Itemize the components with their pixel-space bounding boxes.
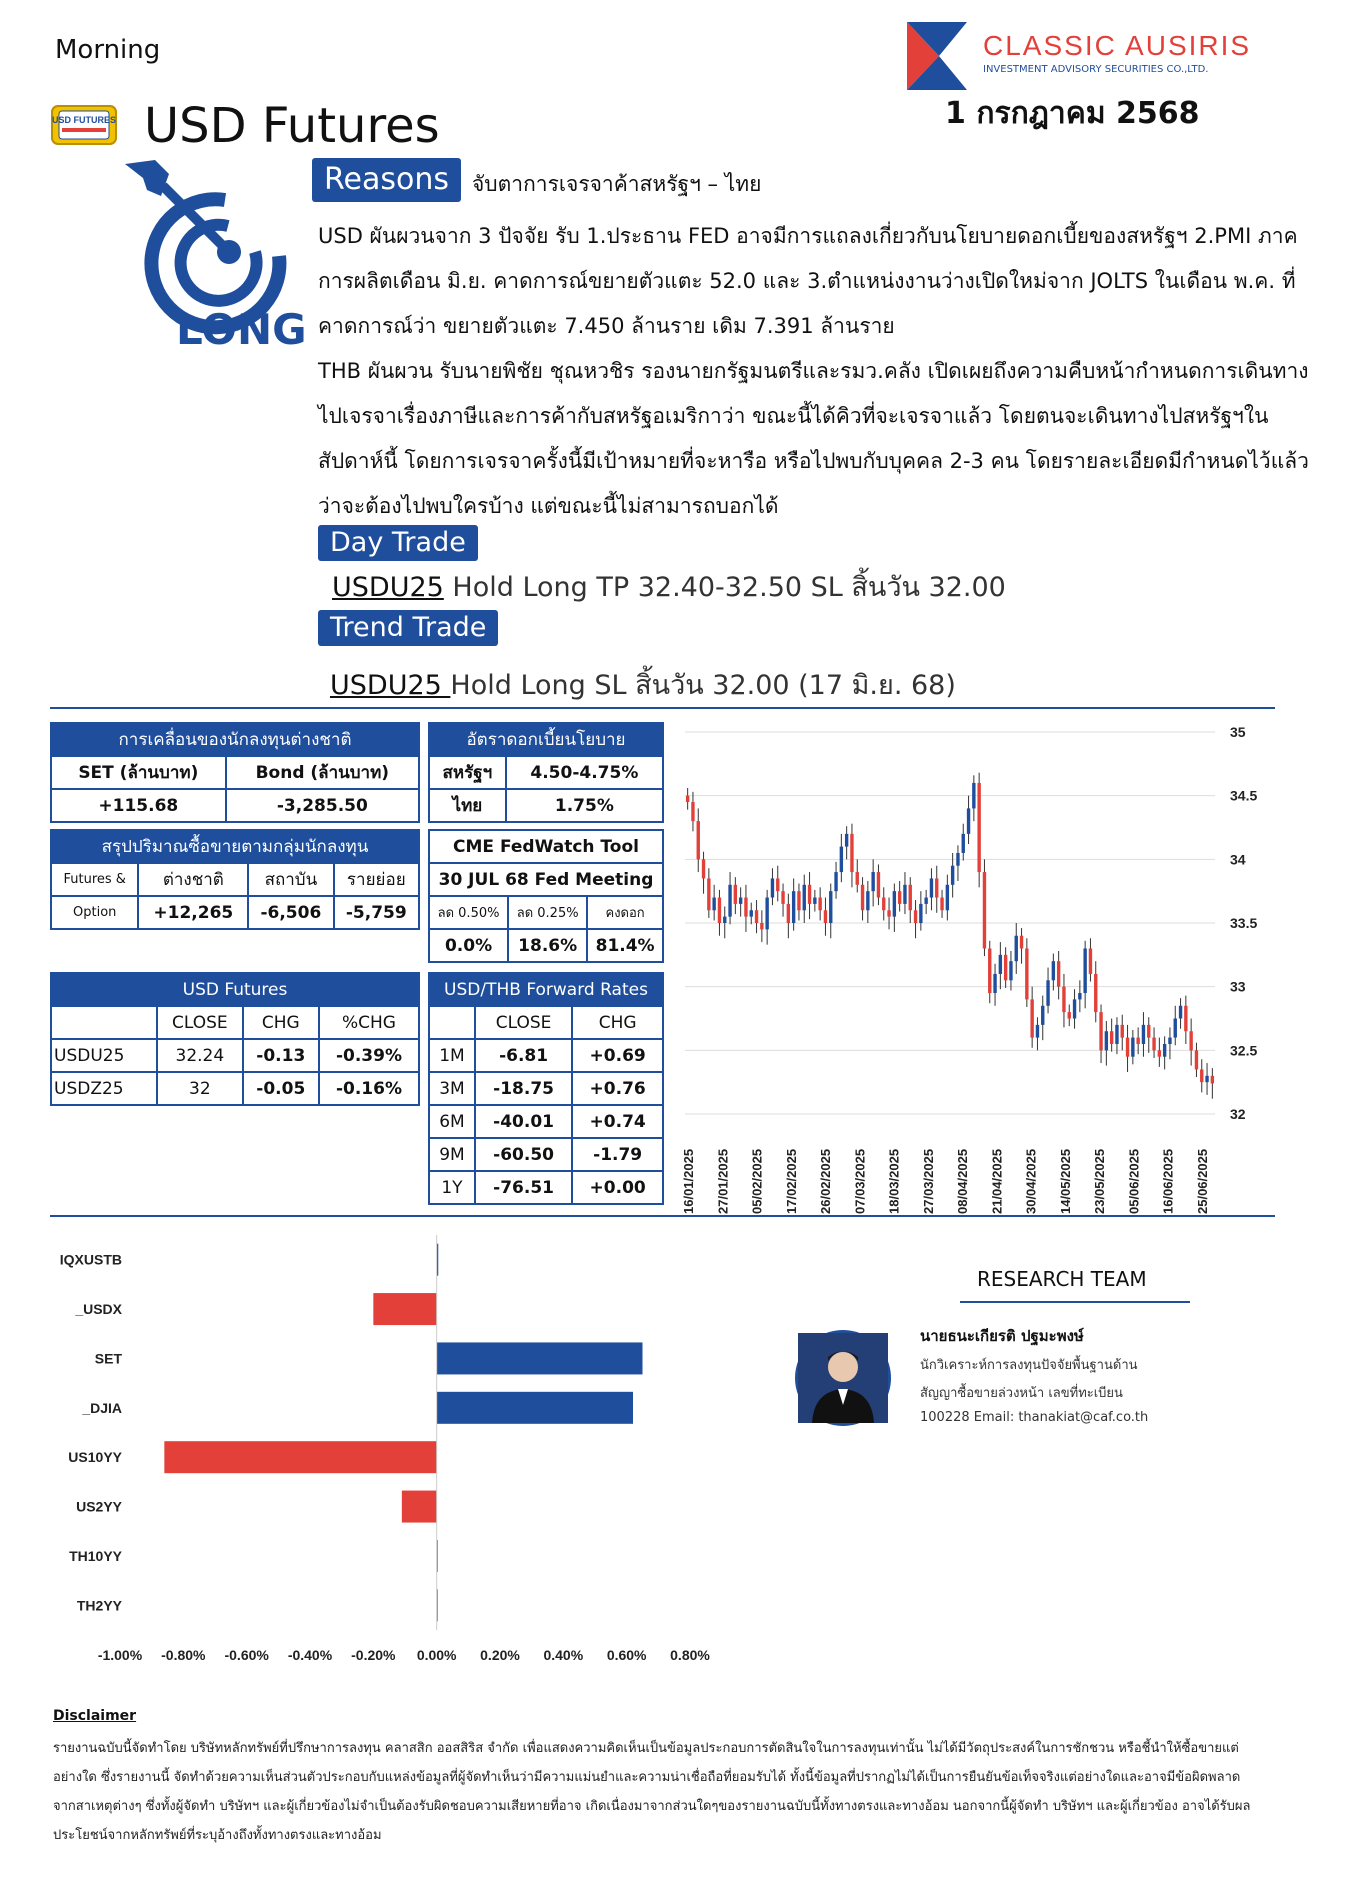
usd-futures-pct: -0.16% bbox=[319, 1072, 419, 1105]
forward-rates-chg: +0.76 bbox=[572, 1072, 663, 1105]
candle-body bbox=[999, 955, 1002, 974]
y-tick-label: 34 bbox=[1230, 851, 1246, 868]
usd-futures-pct: -0.39% bbox=[319, 1039, 419, 1072]
analyst-license: สัญญาซื้อขายล่วงหน้า เลขที่ทะเบียน bbox=[920, 1386, 1123, 1401]
fedwatch-value: 0.0% bbox=[429, 929, 508, 962]
x-tick-label: 07/03/2025 bbox=[852, 1148, 868, 1214]
candle-body bbox=[707, 878, 710, 910]
analyst-email: 100228 Email: thanakiat@caf.co.th bbox=[920, 1410, 1149, 1425]
day-trade-line bbox=[332, 565, 1006, 608]
candle-body bbox=[1163, 1044, 1166, 1057]
candle-body bbox=[1110, 1031, 1113, 1044]
fedwatch-subtitle: 30 JUL 68 Fed Meeting bbox=[429, 863, 663, 896]
section-divider bbox=[50, 1215, 1275, 1217]
usd-futures-close: 32.24 bbox=[157, 1039, 243, 1072]
candle-body bbox=[956, 853, 959, 866]
candle-body bbox=[1184, 1006, 1187, 1031]
candle-body bbox=[808, 885, 811, 904]
candle-body bbox=[1147, 1025, 1150, 1038]
candle-body bbox=[903, 885, 906, 904]
fedwatch-header: ลด 0.50% bbox=[429, 896, 508, 929]
candle-body bbox=[712, 898, 715, 911]
x-tick-label: 0.20% bbox=[480, 1647, 520, 1663]
bar-us10yy bbox=[164, 1441, 436, 1473]
candle-body bbox=[1105, 1031, 1108, 1050]
day-trade-text: Hold Long TP 32.40-32.50 SL สิ้นวัน 32.00 bbox=[443, 572, 1006, 603]
trend-trade-text: Hold Long SL สิ้นวัน 32.00 (17 มิ.ย. 68) bbox=[450, 670, 956, 701]
candle-body bbox=[776, 878, 779, 891]
candle-body bbox=[787, 904, 790, 923]
x-tick-label: -1.00% bbox=[97, 1647, 143, 1663]
logo-name: CLASSIC AUSIRIS bbox=[983, 30, 1252, 61]
candle-body bbox=[951, 866, 954, 885]
candle-body bbox=[1126, 1038, 1129, 1057]
candle-body bbox=[1057, 961, 1060, 986]
candle-body bbox=[1179, 1006, 1182, 1019]
reasons-paragraph-thb: THB ผันผวน รับนายพิชัย ชุณหวชิร รองนายกรัฐมนตรีและรมว.คลัง เปิดเผยถึงความคืบหน้ากำหนดการเดินทางไปเจรจาเรื่องภาษีและการค้ากับสหรัฐอเมริกาว่า ขณะนี้ได้คิวที่จะเจรจาแล้ว โดยตนจะเดินทางไปสหรัฐฯในสัปดาห์นี้ โดยการเจรจาครั้งนี้มีเป้าหมายที่จะหารือ หรือไปพบกับบุคคล 2-3 คน โดยรายละเอียดมีกำหนดไว้แล้วว่าจะต้องไปพบใครบ้าง แต่ขณะนี้ไม่สามารถบอกได้ bbox=[318, 359, 1309, 518]
candle-body bbox=[1131, 1038, 1134, 1057]
investor-group-row-label: Futures & bbox=[51, 863, 138, 896]
x-tick-label: -0.80% bbox=[161, 1647, 206, 1663]
logo-mark-icon bbox=[905, 20, 975, 92]
x-tick-label: 21/04/2025 bbox=[989, 1148, 1005, 1214]
usd-futures-symbol: USDZ25 bbox=[51, 1072, 157, 1105]
candle-body bbox=[840, 847, 843, 872]
policy-rate-title: อัตราดอกเบี้ยนโยบาย bbox=[429, 723, 663, 756]
page-title: USD Futures bbox=[144, 98, 440, 154]
candle-body bbox=[930, 878, 933, 897]
x-tick-label: 16/01/2025 bbox=[681, 1148, 696, 1214]
x-tick-label: 25/06/2025 bbox=[1195, 1148, 1210, 1214]
x-tick-label: 30/04/2025 bbox=[1023, 1148, 1039, 1214]
candle-body bbox=[1205, 1076, 1208, 1082]
candle-body bbox=[1073, 999, 1076, 1018]
candle-body bbox=[1094, 974, 1097, 1012]
report-date: 1 กรกฎาคม 2568 bbox=[945, 96, 1200, 131]
candle-body bbox=[1083, 948, 1086, 993]
x-tick-label: 26/02/2025 bbox=[818, 1148, 834, 1214]
foreign-flow-value: -3,285.50 bbox=[226, 789, 419, 822]
policy-rate-country: สหรัฐฯ bbox=[429, 756, 506, 789]
candle-body bbox=[1004, 955, 1007, 980]
forward-rates-header-blank bbox=[429, 1006, 475, 1039]
candle-body bbox=[919, 904, 922, 923]
candle-body bbox=[940, 898, 943, 911]
candle-body bbox=[845, 834, 848, 847]
fedwatch-header: ลด 0.25% bbox=[508, 896, 587, 929]
policy-rate-table bbox=[428, 722, 664, 823]
candle-body bbox=[967, 808, 970, 833]
foreign-flow-header: Bond (ล้านบาท) bbox=[226, 756, 419, 789]
category-label: US10YY bbox=[68, 1449, 122, 1466]
candle-body bbox=[702, 859, 705, 878]
forward-rates-close: -6.81 bbox=[475, 1039, 572, 1072]
policy-rate-value: 4.50-4.75% bbox=[506, 756, 663, 789]
investor-group-header: สถาบัน bbox=[248, 863, 333, 896]
candle-body bbox=[781, 891, 784, 904]
candle-body bbox=[1158, 1050, 1161, 1056]
trend-trade-line bbox=[330, 663, 956, 706]
research-team-title: RESEARCH TEAM bbox=[977, 1267, 1147, 1291]
candle-body bbox=[893, 891, 896, 916]
forward-rates-header: CHG bbox=[572, 1006, 663, 1039]
candle-body bbox=[818, 898, 821, 911]
candle-body bbox=[882, 898, 885, 911]
usd-futures-chg: -0.13 bbox=[243, 1039, 319, 1072]
x-tick-label: -0.60% bbox=[224, 1647, 269, 1663]
candle-body bbox=[1009, 961, 1012, 980]
candle-body bbox=[718, 898, 721, 923]
forward-rates-title: USD/THB Forward Rates bbox=[429, 973, 663, 1006]
candle-body bbox=[697, 821, 700, 859]
target-arrow-icon bbox=[125, 160, 310, 300]
candle-body bbox=[898, 891, 901, 904]
x-tick-label: 0.60% bbox=[606, 1647, 647, 1663]
candle-body bbox=[1025, 948, 1028, 999]
reasons-subtitle: จับตาการเจรจาค้าสหรัฐฯ – ไทย bbox=[472, 172, 762, 196]
y-tick-label: 32.5 bbox=[1230, 1042, 1258, 1059]
category-label: SET bbox=[94, 1350, 122, 1367]
usd-futures-header-blank bbox=[51, 1006, 157, 1039]
candle-body bbox=[1078, 993, 1081, 999]
candle-body bbox=[765, 898, 768, 930]
y-tick-label: 35 bbox=[1230, 724, 1246, 740]
candle-body bbox=[792, 891, 795, 923]
y-tick-label: 32 bbox=[1230, 1106, 1246, 1122]
usd-futures-close: 32 bbox=[157, 1072, 243, 1105]
company-logo bbox=[905, 20, 1252, 92]
person-icon bbox=[798, 1333, 888, 1423]
candle-body bbox=[723, 917, 726, 923]
candle-body bbox=[1115, 1025, 1118, 1044]
forward-rates-tenor: 9M bbox=[429, 1138, 475, 1171]
section-divider bbox=[50, 707, 1275, 709]
bar-set bbox=[437, 1342, 643, 1374]
logo-subtitle: INVESTMENT ADVISORY SECURITIES CO.,LTD. bbox=[983, 64, 1209, 75]
candle-body bbox=[1142, 1025, 1145, 1044]
usd-futures-badge-icon bbox=[50, 102, 118, 148]
candle-body bbox=[824, 910, 827, 923]
x-tick-label: 16/06/2025 bbox=[1160, 1148, 1176, 1214]
policy-rate-value: 1.75% bbox=[506, 789, 663, 822]
fedwatch-value: 18.6% bbox=[508, 929, 587, 962]
x-tick-label: 17/02/2025 bbox=[783, 1148, 799, 1214]
candle-body bbox=[1089, 948, 1092, 973]
trend-trade-tag: Trend Trade bbox=[318, 610, 498, 646]
forward-rates-chg: -1.79 bbox=[572, 1138, 663, 1171]
candle-body bbox=[887, 910, 890, 916]
research-team-underline bbox=[960, 1301, 1190, 1303]
forward-rates-close: -18.75 bbox=[475, 1072, 572, 1105]
y-tick-label: 33.5 bbox=[1230, 915, 1258, 931]
candle-body bbox=[988, 948, 991, 993]
investor-group-title: สรุปปริมาณซื้อขายตามกลุ่มนักลงทุน bbox=[51, 830, 419, 863]
candle-body bbox=[1168, 1038, 1171, 1044]
fedwatch-header: คงดอก bbox=[587, 896, 663, 929]
candle-body bbox=[866, 891, 869, 910]
usd-futures-header: CLOSE bbox=[157, 1006, 243, 1039]
investor-group-value: -5,759 bbox=[334, 896, 419, 929]
x-tick-label: 18/03/2025 bbox=[886, 1148, 902, 1214]
fedwatch-value: 81.4% bbox=[587, 929, 663, 962]
candle-body bbox=[734, 885, 737, 904]
candle-body bbox=[1121, 1025, 1124, 1038]
candle-body bbox=[1015, 936, 1018, 961]
candle-body bbox=[744, 898, 747, 917]
candle-body bbox=[909, 885, 912, 910]
candle-body bbox=[1152, 1038, 1155, 1051]
candle-body bbox=[1189, 1031, 1192, 1050]
signal-label: LONG bbox=[176, 305, 307, 354]
disclaimer-title: Disclaimer bbox=[53, 1708, 137, 1724]
analyst-title: นักวิเคราะห์การลงทุนปัจจัยพื้นฐานด้าน bbox=[920, 1358, 1138, 1373]
market-change-bar-chart bbox=[50, 1235, 770, 1695]
candle-body bbox=[760, 923, 763, 929]
x-tick-label: 08/04/2025 bbox=[955, 1148, 971, 1214]
policy-rate-country: ไทย bbox=[429, 789, 506, 822]
candlestick-svg bbox=[681, 722, 1285, 1222]
candle-body bbox=[1030, 999, 1033, 1037]
candle-body bbox=[1052, 961, 1055, 980]
investor-group-table bbox=[50, 829, 420, 930]
x-tick-label: 0.40% bbox=[543, 1647, 584, 1663]
category-label: _USDX bbox=[75, 1301, 122, 1318]
x-tick-label: 0.00% bbox=[416, 1647, 457, 1663]
forward-rates-close: -40.01 bbox=[475, 1105, 572, 1138]
x-tick-label: 0.80% bbox=[670, 1647, 710, 1663]
usd-futures-table-title: USD Futures bbox=[51, 973, 419, 1006]
forward-rates-close: -60.50 bbox=[475, 1138, 572, 1171]
category-label: TH10YY bbox=[69, 1547, 122, 1564]
bar-usdx bbox=[373, 1293, 436, 1325]
bar-us2yy bbox=[402, 1491, 437, 1523]
candle-body bbox=[1020, 936, 1023, 949]
candle-body bbox=[877, 872, 880, 897]
candle-body bbox=[739, 898, 742, 904]
investor-group-value: -6,506 bbox=[248, 896, 333, 929]
forward-rates-chg: +0.74 bbox=[572, 1105, 663, 1138]
candle-body bbox=[813, 898, 816, 904]
usd-futures-header: CHG bbox=[243, 1006, 319, 1039]
candle-body bbox=[914, 910, 917, 923]
reasons-paragraph-usd: USD ผันผวนจาก 3 ปัจจัย รับ 1.ประธาน FED อาจมีการแถลงเกี่ยวกับนโยบายดอกเบี้ยของสหรัฐฯ 2.PMI ภาคการผลิตเดือน มิ.ย. คาดการณ์ขยายตัวแตะ 52.0 และ 3.ตำแหน่งงานว่างเปิดใหม่จาก JOLTS ในเดือน พ.ค. ที่คาดการณ์ว่า ขยายตัวแตะ 7.450 ล้านราย เดิม 7.391 ล้านราย bbox=[318, 224, 1298, 338]
candle-body bbox=[1036, 1025, 1039, 1038]
candle-body bbox=[850, 834, 853, 872]
forward-rates-tenor: 1M bbox=[429, 1039, 475, 1072]
forward-rates-close: -76.51 bbox=[475, 1171, 572, 1204]
investor-group-value: +12,265 bbox=[138, 896, 248, 929]
reasons-body bbox=[318, 214, 1328, 529]
candle-body bbox=[946, 885, 949, 910]
candle-body bbox=[962, 834, 965, 853]
forward-rates-chg: +0.69 bbox=[572, 1039, 663, 1072]
candle-body bbox=[834, 872, 837, 891]
investor-group-row-label: Option bbox=[51, 896, 138, 929]
category-label: TH2YY bbox=[76, 1597, 122, 1614]
forward-rates-header: CLOSE bbox=[475, 1006, 572, 1039]
analyst-name: นายธนะเกียรติ ปฐมะพงษ์ bbox=[920, 1327, 1084, 1345]
bar-djia bbox=[437, 1392, 633, 1424]
foreign-flow-title: การเคลื่อนของนักลงทุนต่างชาติ bbox=[51, 723, 419, 756]
candle-body bbox=[1195, 1050, 1198, 1069]
day-trade-symbol: USDU25 bbox=[332, 572, 444, 603]
candle-body bbox=[829, 891, 832, 923]
usd-futures-symbol: USDU25 bbox=[51, 1039, 157, 1072]
investor-group-header: รายย่อย bbox=[334, 863, 419, 896]
x-tick-label: 05/02/2025 bbox=[749, 1148, 765, 1214]
bar-chart-svg bbox=[50, 1235, 770, 1695]
disclaimer-text: รายงานฉบับนี้จัดทำโดย บริษัทหลักทรัพย์ที่ปรึกษาการลงทุน คลาสสิก ออสสิริส จำกัด เพื่อแสดงความคิดเห็นเป็นข้อมูลประกอบการตัดสินใจในการลงทุนเท่านั้น ไม่ได้มีวัตถุประสงค์ในการชักชวน หรือชี้นำให้ซื้อขายแต่อย่างใด ซึ่งรายงานนี้ จัดทำด้วยความเห็นส่วนตัวประกอบกับแหล่งข้อมูลที่ผู้จัดทำเห็นว่ามีความแม่นยำและความน่าเชื่อถือที่ยอมรับได้ ทั้งนี้ข้อมูลที่ปรากฏไม่ได้เป็นการยืนยันข้อเท็จจริงแต่อย่างใดและอาจมีข้อผิดพลาดจากสาเหตุต่างๆ ซึ่งทั้งผู้จัดทำ บริษัทฯ และผู้เกี่ยวข้องไม่จำเป็นต้องรับผิดชอบความเสียหายที่อาจ เกิดเนื่องมาจากส่วนใดๆของรายงานฉบับนี้ทั้งทางตรงและทางอ้อม นอกจากนี้ผู้จัดทำ บริษัทฯ และผู้เกี่ยวข้อง อาจได้รับผลประโยชน์จากหลักทรัพย์ที่ระบุอ้างถึงทั้งทางตรงและทางอ้อม bbox=[53, 1741, 1251, 1843]
candle-body bbox=[750, 910, 753, 916]
candle-body bbox=[1041, 1006, 1044, 1025]
usd-futures-chg: -0.05 bbox=[243, 1072, 319, 1105]
candle-body bbox=[993, 974, 996, 993]
day-trade-tag: Day Trade bbox=[318, 525, 478, 561]
x-tick-label: 27/01/2025 bbox=[715, 1148, 731, 1214]
candle-body bbox=[1211, 1076, 1214, 1084]
reasons-tag: Reasons bbox=[312, 158, 461, 202]
candle-body bbox=[771, 878, 774, 897]
candle-body bbox=[983, 872, 986, 948]
x-tick-label: 23/05/2025 bbox=[1092, 1148, 1108, 1214]
badge-text: USD FUTURES bbox=[51, 115, 117, 125]
forward-rates-table bbox=[428, 972, 664, 1205]
candle-body bbox=[1068, 1012, 1071, 1018]
x-tick-label: -0.40% bbox=[287, 1647, 333, 1663]
candle-body bbox=[856, 872, 859, 885]
usd-candlestick-chart bbox=[681, 722, 1285, 1222]
foreign-flow-table bbox=[50, 722, 420, 823]
category-label: IQXUSTB bbox=[59, 1251, 122, 1268]
edition-label: Morning bbox=[55, 35, 161, 65]
candle-body bbox=[924, 898, 927, 904]
fedwatch-table bbox=[428, 829, 664, 963]
forward-rates-tenor: 1Y bbox=[429, 1171, 475, 1204]
candle-body bbox=[755, 910, 758, 923]
candle-body bbox=[935, 878, 938, 897]
candle-body bbox=[1174, 1019, 1177, 1038]
category-label: _DJIA bbox=[82, 1399, 122, 1416]
usd-futures-header: %CHG bbox=[319, 1006, 419, 1039]
candle-body bbox=[803, 885, 806, 910]
candle-body bbox=[1046, 980, 1049, 1005]
x-tick-label: -0.20% bbox=[351, 1647, 396, 1663]
candle-body bbox=[871, 872, 874, 891]
candle-body bbox=[1062, 987, 1065, 1012]
foreign-flow-header: SET (ล้านบาท) bbox=[51, 756, 226, 789]
candle-body bbox=[1200, 1069, 1203, 1082]
forward-rates-chg: +0.00 bbox=[572, 1171, 663, 1204]
candle-body bbox=[686, 796, 689, 802]
trend-trade-symbol: USDU25 bbox=[330, 670, 451, 701]
x-tick-label: 14/05/2025 bbox=[1057, 1148, 1073, 1214]
fedwatch-title: CME FedWatch Tool bbox=[429, 830, 663, 863]
y-tick-label: 33 bbox=[1230, 978, 1246, 995]
y-tick-label: 34.5 bbox=[1230, 787, 1258, 804]
category-label: US2YY bbox=[76, 1498, 122, 1515]
analyst-avatar bbox=[795, 1330, 891, 1426]
candle-body bbox=[797, 891, 800, 910]
candle-body bbox=[972, 783, 975, 808]
foreign-flow-value: +115.68 bbox=[51, 789, 226, 822]
candle-body bbox=[1136, 1038, 1139, 1044]
forward-rates-tenor: 3M bbox=[429, 1072, 475, 1105]
candle-body bbox=[691, 802, 694, 821]
x-tick-label: 27/03/2025 bbox=[920, 1148, 936, 1214]
investor-group-header: ต่างชาติ bbox=[138, 863, 248, 896]
forward-rates-tenor: 6M bbox=[429, 1105, 475, 1138]
candle-body bbox=[728, 885, 731, 917]
candle-body bbox=[861, 885, 864, 910]
candle-body bbox=[977, 783, 980, 872]
x-tick-label: 05/06/2025 bbox=[1126, 1148, 1142, 1214]
candle-body bbox=[1099, 1012, 1102, 1050]
usd-futures-table bbox=[50, 972, 420, 1106]
